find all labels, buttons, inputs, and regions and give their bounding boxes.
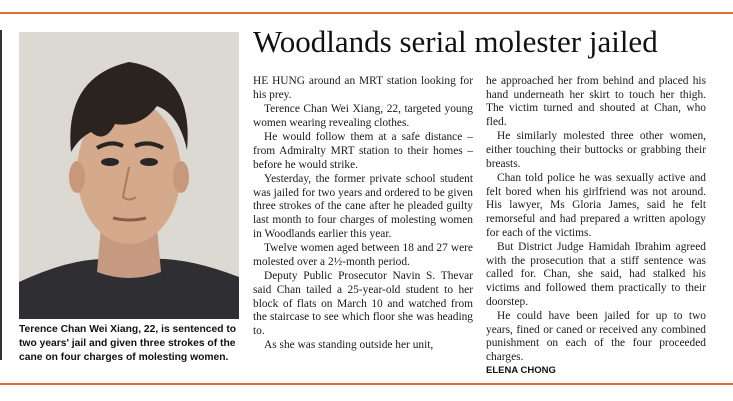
paragraph: But District Judge Hamidah Ibrahim agreed with the prosecution that a stiff sentence was called for. Chan, she said, had stalked his victims and followed them practically to their doorstep. xyxy=(486,241,706,308)
article-column-2 xyxy=(486,75,706,377)
portrait-photo xyxy=(19,32,239,319)
paragraph: He could have been jailed for up to two years, fined or caned or received any combined punishment on each of the four proceeded charges. xyxy=(486,310,706,363)
bottom-rule xyxy=(0,383,733,385)
paragraph: Deputy Public Prosecutor Navin S. Thevar said Chan tailed a 25-year-old student to her block of flats on March 10 and watched from the staircase to see which floor she was heading to. xyxy=(253,270,473,337)
paragraph: HE HUNG around an MRT station looking for his prey. xyxy=(253,75,473,101)
paragraph: He would follow them at a safe distance – from Admiralty MRT station to their homes – before he would strike. xyxy=(253,131,473,171)
byline: ELENA CHONG xyxy=(486,365,556,377)
paragraph: Twelve women aged between 18 and 27 were molested over a 2½-month period. xyxy=(253,242,473,268)
article-headline: Woodlands serial molester jailed xyxy=(253,24,658,59)
paragraph: He similarly molested three other women, either touching their buttocks or grabbing their breasts. xyxy=(486,130,706,170)
photo-caption: Terence Chan Wei Xiang, 22, is sentenced to two years' jail and given three strokes of the cane on four charges of molesting women. xyxy=(19,324,237,363)
paragraph: Chan told police he was sexually active and felt bored when his girlfriend was not around. His lawyer, Ms Gloria James, said he felt remorseful and had prepared a written apology for each of the victims. xyxy=(486,172,706,239)
paragraph: he approached her from behind and placed his hand underneath her skirt to touch her thigh. The victim turned and shouted at Chan, who fled. xyxy=(486,75,706,128)
paragraph: As she was standing outside her unit, xyxy=(264,339,434,352)
paragraph: Yesterday, the former private school student was jailed for two years and ordered to be given three strokes of the cane after he pleaded guilty last month to four charges of molesting women in Woodlands earlier this year. xyxy=(253,173,473,240)
left-border xyxy=(0,30,2,360)
paragraph: Terence Chan Wei Xiang, 22, targeted young women wearing revealing clothes. xyxy=(253,103,473,129)
top-rule xyxy=(0,12,733,14)
article-column-1 xyxy=(253,75,473,354)
